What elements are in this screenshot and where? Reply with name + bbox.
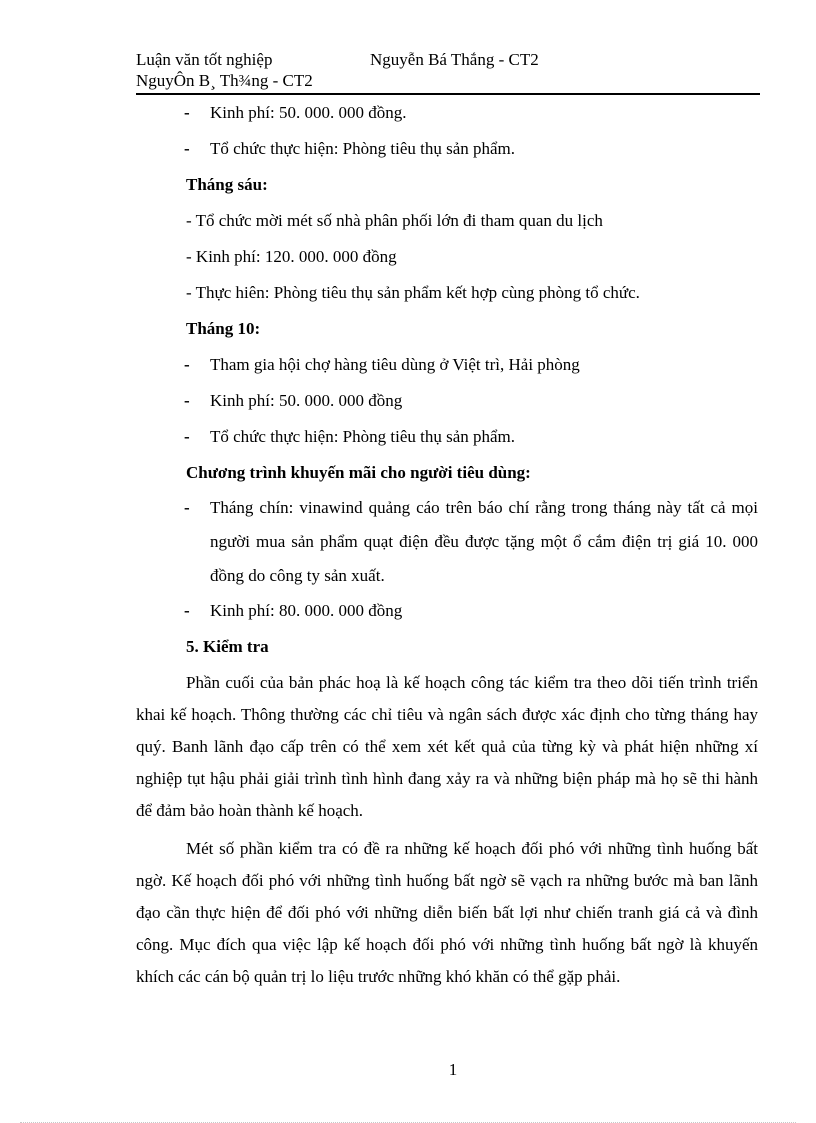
paragraph: Phần cuối của bản phác hoạ là kế hoạch công tác kiểm tra theo dõi tiến trình triển khai kế hoạch. Thông thường các chỉ tiêu và ngân sách được xác định cho từng tháng hay quý. Banh lãnh đạo cấp trên có thể xem xét kết quả của từng kỳ và phát hiện những xí nghiệp tụt hậu phải giải trình tình hình đang xảy ra và những biện pháp mà họ sẽ thi hành để đảm bảo hoàn thành kế hoạch. bbox=[136, 673, 758, 820]
bullet-dash-icon: - bbox=[184, 391, 190, 410]
list-item: - Kinh phí: 120. 000. 000 đồng bbox=[186, 247, 397, 266]
bullet-dash-icon: - bbox=[184, 139, 190, 158]
document-body bbox=[136, 95, 758, 993]
bullet-dash-icon: - bbox=[184, 427, 190, 446]
month-six-heading: Tháng sáu: bbox=[186, 175, 268, 194]
header-thesis-label: Luận văn tốt nghiệp bbox=[136, 50, 273, 69]
month-ten-heading: Tháng 10: bbox=[186, 319, 261, 338]
header-author: Nguyễn Bá Thắng - CT2 bbox=[370, 50, 539, 69]
list-item: - Thực hiên: Phòng tiêu thụ sản phẩm kết hợp cùng phòng tổ chức. bbox=[186, 283, 640, 302]
header-author-garbled: NguyÔn B¸ Th¾ng - CT2 bbox=[136, 71, 313, 90]
bullet-dash-icon: - bbox=[184, 103, 190, 122]
list-item: - Tổ chức mời mét số nhà phân phối lớn đi tham quan du lịch bbox=[186, 211, 603, 230]
page-number: 1 bbox=[448, 1060, 458, 1079]
list-item: - Tham gia hội chợ hàng tiêu dùng ở Việt trì, Hải phòng bbox=[136, 347, 758, 383]
list-item: - Tổ chức thực hiện: Phòng tiêu thụ sản phẩm. bbox=[136, 419, 758, 455]
list-item: - Kinh phí: 50. 000. 000 đồng. bbox=[136, 95, 758, 131]
bullet-dash-icon: - bbox=[184, 355, 190, 374]
list-item: - Tổ chức thực hiện: Phòng tiêu thụ sản phẩm. bbox=[136, 131, 758, 167]
section-heading: 5. Kiểm tra bbox=[186, 637, 269, 656]
page-header bbox=[136, 50, 539, 70]
list-item: - Tháng chín: vinawind quảng cáo trên báo chí rằng trong tháng này tất cả mọi người mua sản phẩm quạt điện đều được tặng một ổ cắm điện trị giá 10. 000 đồng do công ty sản xuất. bbox=[136, 491, 758, 593]
bullet-dash-icon: - bbox=[184, 498, 190, 517]
promotion-heading: Chương trình khuyến mãi cho người tiêu dùng: bbox=[186, 463, 531, 482]
list-item: - Kinh phí: 80. 000. 000 đồng bbox=[136, 593, 758, 629]
bullet-dash-icon: - bbox=[184, 601, 190, 620]
paragraph: Mét số phần kiểm tra có đề ra những kế hoạch đối phó với những tình huống bất ngờ. Kế hoạch đối phó với những tình huống bất ngờ sẽ vạch ra những bước mà ban lãnh đạo cần thực hiện để đối phó với những diễn biến bất lợi như chiến tranh giá cả và đình công. Mục đích qua việc lập kế hoạch đối phó với những tình huống bất ngờ là khuyến khích các cán bộ quản trị lo liệu trước những khó khăn có thể gặp phải. bbox=[136, 839, 758, 986]
list-item: - Kinh phí: 50. 000. 000 đồng bbox=[136, 383, 758, 419]
